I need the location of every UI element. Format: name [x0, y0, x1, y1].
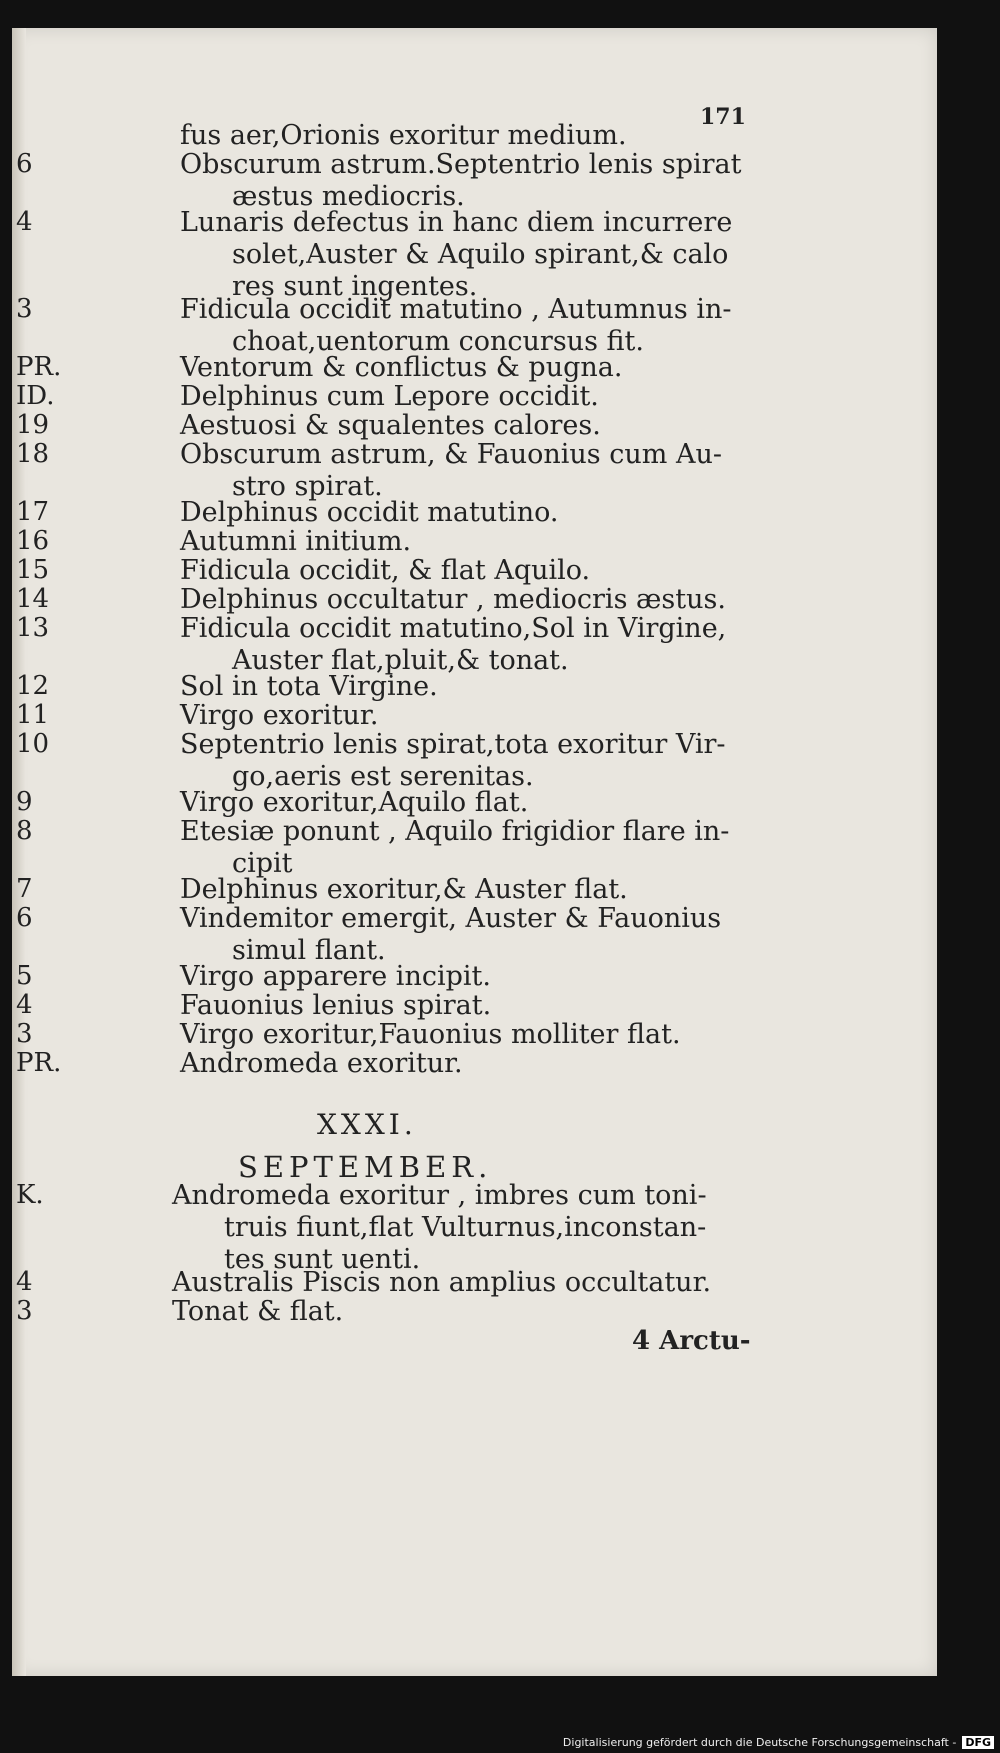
entry-line: Sol in tota Virgine. [180, 671, 438, 702]
entry-line: simul flant. [232, 935, 386, 966]
entry-line: Virgo apparere incipit. [180, 961, 491, 992]
entry-line: Delphinus occidit matutino. [180, 497, 559, 528]
day-marker: 10 [16, 729, 50, 759]
entry-line: Andromeda exoritur , imbres cum toni- [172, 1180, 707, 1211]
entry-line: æstus mediocris. [232, 181, 465, 212]
day-marker: 11 [16, 700, 50, 730]
day-marker: 18 [16, 439, 50, 469]
month-days-heading: XXXI. [317, 1108, 417, 1141]
day-marker: 4 [16, 207, 33, 237]
entry-line: Vindemitor emergit, Auster & Fauonius [180, 903, 722, 934]
entry-line: Autumni initium. [180, 526, 412, 557]
month-name-heading: SEPTEMBER. [238, 1150, 493, 1184]
footer-text: Digitalisierung gefördert durch die Deutsche Forschungsgemeinschaft - [562, 1736, 957, 1749]
entry-line: Obscurum astrum, & Fauonius cum Au- [180, 439, 722, 470]
day-marker: 17 [16, 497, 50, 527]
day-marker: 4 [16, 1267, 33, 1297]
catchword: 4 Arctu- [632, 1326, 751, 1356]
day-marker: 3 [16, 1296, 33, 1326]
entry-line: Delphinus exoritur,& Auster flat. [180, 874, 628, 905]
entry-line: stro spirat. [232, 471, 383, 502]
day-marker: 16 [16, 526, 50, 556]
entry-line: fus aer,Orionis exoritur medium. [180, 120, 627, 151]
entry-line: Fidicula occidit, & flat Aquilo. [180, 555, 591, 586]
day-marker: PR. [16, 1048, 62, 1078]
entry-line: choat,uentorum concursus fit. [232, 326, 644, 357]
entry-line: Aestuosi & squalentes calores. [180, 410, 601, 441]
day-marker: 3 [16, 294, 33, 324]
entry-line: Lunaris defectus in hanc diem incurrere [180, 207, 733, 238]
entry-line: Ventorum & conflictus & pugna. [180, 352, 623, 383]
day-marker: ID. [16, 381, 55, 411]
day-marker: 14 [16, 584, 50, 614]
day-marker: 19 [16, 410, 50, 440]
entry-line: Septentrio lenis spirat,tota exoritur Vir- [180, 729, 726, 760]
entry-line: Virgo exoritur,Aquilo flat. [180, 787, 529, 818]
entry-line: Tonat & flat. [172, 1296, 344, 1327]
day-marker: 6 [16, 149, 33, 179]
entry-line: Obscurum astrum.Septentrio lenis spirat [180, 149, 742, 180]
entry-line: Fidicula occidit matutino , Autumnus in- [180, 294, 732, 325]
day-marker: 8 [16, 816, 33, 846]
entry-line: cipit [232, 848, 293, 879]
entry-line: Fidicula occidit matutino,Sol in Virgine, [180, 613, 727, 644]
entry-line: Virgo exoritur,Fauonius molliter flat. [180, 1019, 681, 1050]
entry-line: Delphinus cum Lepore occidit. [180, 381, 599, 412]
entry-line: go,aeris est serenitas. [232, 761, 534, 792]
entry-line: tes sunt uenti. [224, 1244, 421, 1275]
entry-line: Australis Piscis non amplius occultatur. [172, 1267, 712, 1298]
day-marker: 13 [16, 613, 50, 643]
entry-line: Fauonius lenius spirat. [180, 990, 492, 1021]
entry-line: truis fiunt,flat Vulturnus,inconstan- [224, 1212, 707, 1243]
footer-credit [0, 1736, 1000, 1753]
day-marker: 5 [16, 961, 33, 991]
day-marker: 6 [16, 903, 33, 933]
day-marker: 12 [16, 671, 50, 701]
day-marker: K. [16, 1180, 44, 1210]
book-page [12, 28, 937, 1676]
entry-line: Auster flat,pluit,& tonat. [232, 645, 569, 676]
entry-line: Andromeda exoritur. [180, 1048, 463, 1079]
day-marker: PR. [16, 352, 62, 382]
day-marker: 4 [16, 990, 33, 1020]
entry-line: Virgo exoritur. [180, 700, 379, 731]
day-marker: 7 [16, 874, 33, 904]
entry-line: solet,Auster & Aquilo spirant,& calo [232, 239, 729, 270]
entry-line: Etesiæ ponunt , Aquilo frigidior flare in- [180, 816, 730, 847]
entry-line: res sunt ingentes. [232, 271, 478, 302]
day-marker: 15 [16, 555, 50, 585]
entry-line: Delphinus occultatur , mediocris æstus. [180, 584, 726, 615]
page-spine-shadow [12, 28, 26, 1676]
day-marker: 3 [16, 1019, 33, 1049]
page-number: 171 [700, 104, 746, 130]
day-marker: 9 [16, 787, 33, 817]
dfg-logo: DFG [962, 1736, 994, 1749]
